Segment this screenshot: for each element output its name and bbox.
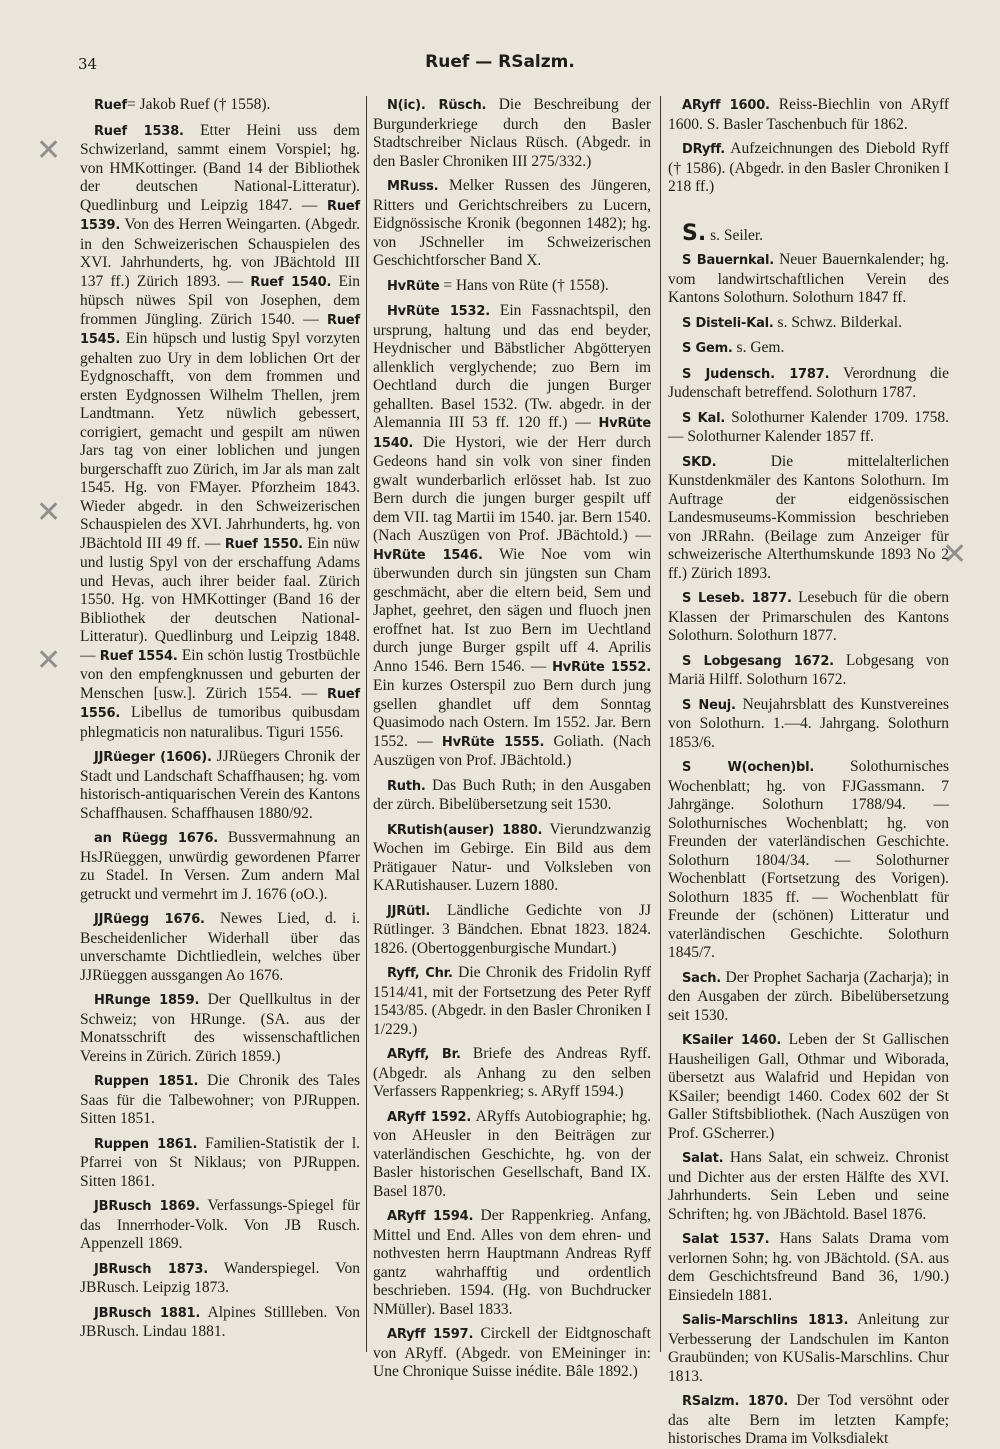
entry-text: Der Rappenkrieg. Anfang, Mittel und End. Alles von dem ehren- und nothvesten herrn Hauptmann Andreas Ryff gantz wahrhafftig und ordentlich beschrieben. 1594. (Hg. von Buchdrucker NMüller). Basel 1833. [373,1207,651,1318]
pencil-cross-mark: ✕ [942,537,968,572]
entry-text: Hans Salat, ein schweiz. Chronist und Dichter aus der ersten Hälfte des XVI. Jahrhunderts. Sein Leben und seine Schriften; hg. von JBächtold. Basel 1876. [668,1149,949,1223]
entry-text: Aufzeichnungen des Diebold Ryff († 1586). (Abgedr. in den Basler Chroniken I 218 ff.) [668,140,949,195]
entry-siglum: DRyff. [682,142,726,157]
entry-siglum: ARyff 1600. [682,98,770,113]
entry-text: Von des Herren Weingarten. (Abgedr. in den Schweizerischen Schauspielen des XVI. Jahrhunderts, hg. von JBächtold III 137 ff.) Zürich 1893. — [80,216,360,290]
entry-text: Reiss-Biechlin von ARyff 1600. S. Basler Taschenbuch für 1862. [668,96,949,133]
bibliography-entry [668,652,949,690]
entry-text: Verordnung die Judenschaft betreffend. Solothurn 1787. [668,364,949,401]
bibliography-entry [668,1311,949,1386]
entry-siglum: HvRüte 1540. [373,416,651,451]
bibliography-entry [80,96,360,116]
entry-siglum: Ruppen 1861. [94,1136,198,1152]
entry-siglum: Sach. [682,970,722,986]
column-rule [660,96,661,1352]
entry-siglum: ARyff 1592. [387,1109,472,1125]
bibliography-entry [668,1230,949,1305]
entry-siglum: ARyff, Br. [387,1047,461,1062]
bibliography-entry [80,122,360,743]
entry-text: Solothurnisches Wochenblatt; hg. von FJGassmann. 7 Jahrgänge. Solothurn 1788/94. — Solothurnisches Wochenblatt; hg. von Freunden der vaterländischen Geschichte. Solothurn 1804/34. — Solothurner Wochenblatt (Fortsetzung des Vorigen). Solothurn 1835 ff. — Wochenblatt für Freunde der (schönen) Litteratur und vaterländischen Geschichte. Solothurn 1845/7. [668,758,949,961]
bibliography-entry [668,1031,949,1143]
bibliography-entry [373,1325,651,1382]
entry-siglum: KRutish(auser) 1880. [387,822,543,838]
bibliography-entry [80,829,360,904]
entry-siglum: S Gem. [682,341,733,356]
entry-siglum: Ruef 1550. [224,536,303,552]
bibliography-entry [373,1108,651,1202]
entry-text: Lobgesang von Mariä Hilff. Solothurn 1672. [668,651,949,688]
bibliography-entry [373,96,651,171]
entry-text: Vierundzwanzig Wochen im Gebirge. Ein Bild aus dem Prätigauer Natur- und Volksleben von KARutishauser. Luzern 1880. [373,820,651,894]
bibliography-entry [668,96,949,134]
entry-siglum: Ruppen 1851. [94,1074,199,1089]
entry-siglum: S Lobgesang 1672. [682,653,834,669]
entry-text: Ein kurzes Osterspil zuo Bern durch jung gsellen ghandlet uff dem Sonntag Quasimodo nach Ostern. Im 1552. Jar. Bern 1552. — [373,677,651,750]
entry-text: Der Prophet Sacharja (Zacharja); in den Ausgaben der zürch. Bibelübersetzung seit 1530. [668,968,949,1024]
entry-siglum: HRunge 1859. [94,993,200,1008]
entry-text: Ein hüpsch nüwes Spil von Josephen, dem frommen Jüngling. Zürich 1540. — [80,272,361,328]
entry-text: Bussvermahnung an HsJRüeggen, unwürdig gewordenen Pfarrer zu Stadel. In Versen. Zum andern Mal getruckt und vermehrt im J. 1676 (oO.). [80,829,361,903]
entry-siglum: JJRüeger (1606). [94,750,212,765]
entry-text: s. Schwz. Bilderkal. [773,313,902,331]
entry-siglum: Salat. [682,1151,724,1166]
column-left [80,96,360,1352]
entry-siglum: ARyff 1594. [387,1209,474,1224]
pencil-cross-mark: ✕ [36,133,62,168]
entry-text: = Hans von Rüte († 1558). [439,276,609,294]
bibliography-entry [373,964,651,1039]
entry-text: Neuer Bauernkalender; hg. vom landwirtschaftlichen Verein des Kantons Solothurn. Solothurn 1847 ff. [668,251,949,306]
entry-siglum: Ruef 1556. [80,686,360,721]
bibliography-entry [80,1197,360,1254]
entry-siglum: N(ic). Rüsch. [387,98,487,113]
bibliography-entry [668,251,949,308]
entry-siglum: HvRüte 1552. [552,659,651,675]
bibliography-entry [668,1392,949,1449]
entry-text: Goliath. (Nach Auszügen von Prof. JBächtold.) [373,732,651,769]
entry-text: ARyffs Autobiographie; hg. von AHeusler in den Beiträgen zur vaterländischen Geschichte, hg. von der Basler historischen Gesellschaft, Band IX. Basel 1870. [373,1107,651,1200]
entry-siglum: HvRüte [387,278,440,294]
entry-siglum: Ruth. [387,778,426,794]
entry-text: Etter Heini uss dem Schwizerland, sammt einem Vorspiel; hg. von HMKottinger. (Band 14 der Bibliothek der deutschen National-Litteratur). Quedlinburg und Leipzig 1847. — [80,121,360,214]
entry-text: Neujahrsblatt des Kunstvereines von Solothurn. 1.—4. Jahrgang. Solothurn 1853/6. [668,695,949,751]
bibliography-entry [373,277,651,297]
entry-text: Familien-Statistik der l. Pfarrei von St Niklaus; von PJRuppen. Sitten 1861. [80,1134,360,1190]
entry-siglum: KSailer 1460. [682,1033,782,1048]
bibliography-entry [80,1304,360,1342]
entry-siglum: HvRüte 1555. [441,734,545,750]
entry-siglum: S Neuj. [682,697,736,713]
column-rule [366,96,367,1352]
entry-siglum: S Judensch. 1787. [682,366,830,382]
entry-siglum: Ruef [94,98,127,113]
entry-text: Anleitung zur Verbesserung der Landschulen im Kanton Graubünden; von KUSalis-Marschlins. Chur 1813. [668,1311,949,1385]
bibliography-entry [373,1207,651,1319]
entry-siglum: MRuss. [387,179,439,194]
bibliography-entry [80,1260,360,1298]
entry-siglum: Ruef 1539. [80,198,360,233]
entry-siglum: Salat 1537. [682,1232,770,1247]
entry-text: Leben der St Gallischen Hausheiligen Gall, Othmar und Wiborada, übersetzt aus Walafrid und Hepidan von KSailer; beendigt 1460. Codex 602 der St Galler Stiftsbibliothek. (Nach Auszügen von Prof. GScherrer.) [668,1031,949,1142]
entry-text: Newes Lied, d. i. Bescheidenlicher Widerhall über das unverschamte Dichtliedlein, welches über JJRüeggen aussgangen Ao 1676. [80,910,360,984]
entry-text: Hans Salats Drama vom verlornen Sohn; hg. von JBächtold. (SA. aus dem Geschichtsfreund Band 36, 1/90.) Einsiedeln 1881. [668,1230,950,1304]
entry-siglum: JBRusch 1881. [94,1305,201,1321]
entry-text: = Jakob Ruef († 1558). [126,96,271,113]
entry-text: Alpines Stillleben. Von JBRusch. Lindau 1881. [80,1303,360,1340]
entry-siglum: HvRüte 1532. [387,304,490,319]
entry-siglum: Ruef 1540. [250,274,332,290]
bibliography-entry [373,777,651,815]
bibliography-entry [80,910,360,985]
entry-siglum: HvRüte 1546. [373,547,483,563]
entry-text: Wanderspiegel. Von JBRusch. Leipzig 1873. [80,1259,360,1296]
bibliography-entry [668,758,949,963]
entry-siglum: JJRüegg 1676. [94,912,205,927]
column-middle [373,96,652,1380]
entry-text: Der Tod versöhnt oder das alte Bern im letzten Kampfe; historisches Drama im Volksdialekt [668,1392,949,1447]
running-head: Ruef — RSalzm. [425,52,575,72]
bibliography-entry [80,1135,360,1192]
entry-siglum: an Rüegg 1676. [94,831,219,846]
bibliography-entry [668,365,949,403]
entry-text: Ein hüpsch und lustig Spyl vorzyten gehalten zuo Ury in dem loblichen Ort der Eydgnoschafft, von dem frommen und ersten Eydgnossen Wilhelm Thellen, jrem Landtmann. Yetz nüwlich gebessert, corrigiert, gemacht und gespilt am nüwen Jars tag von einer loblichen und jungen burgerschafft zuo Zürich, im Jar als man zalt 1545. Hg. von FMayer. Pforzheim 1843. Wieder abgedr. in den Schweizerischen Schauspielen des XVI. Jahrhunderts, hg. von JBächtold III 49 ff. — [80,330,360,552]
entry-text: Libellus de tumoribus quibusdam phlegmaticis non naturalibus. Tiguri 1556. [80,704,360,741]
entry-text: Ein nüw und lustig Spyl von der erschaffung Adams und Hevas, auch ihrer beider faal. Zürich 1550. Hg. von HMKottinger (Band 16 der Bibliothek der deutschen National-Litteratur). Quedlinburg und Leipzig 1848. — [80,534,360,664]
entry-text: Lesebuch für die obern Klassen der Primarschulen des Kantons Solothurn. Solothurn 1877. [668,589,949,644]
entry-siglum: JBRusch 1873. [94,1261,209,1277]
entry-text: s. Seiler. [706,226,764,244]
entry-text: Die Hystori, wie der Herr durch Gedeons hand sin volk von siner finden gwalt wunderbarlich erlösset hab. Ist zuo Bern durch die jungen burger gespilt uff dem VII. tag Martii im 1540. jar. Bern 1540. (Nach Auszügen von Prof. JBächtold.) — [373,433,651,544]
bibliography-entry [373,902,651,959]
entry-text: Das Buch Ruth; in den Ausgaben der zürch. Bibelübersetzung seit 1530. [373,776,651,813]
entry-siglum: S Leseb. 1877. [682,591,792,606]
entry-text: Der Quellkultus in der Schweiz; von HRunge. (SA. aus der Monatsschrift des wissenschaftlichen Vereins in Zürich. Zürich 1859.) [80,991,360,1065]
entry-siglum: JJRütl. [387,903,431,919]
bibliography-entry [668,453,949,584]
bibliography-entry [668,314,949,334]
column-right [668,96,950,1447]
entry-text: Die Beschreibung der Burgunderkriege durch den Basler Stadtschreiber Niclaus Rüsch. (Abgedr. in den Basler Chroniken III 275/332.) [373,96,651,170]
bibliography-entry [373,302,651,771]
entry-siglum: SKD. [682,454,717,470]
bibliography-entry [668,220,949,246]
entry-siglum: Ruef 1545. [80,312,360,347]
entry-text: Ländliche Gedichte von JJ Rütlinger. 3 Bändchen. Ebnat 1823. 1824. 1826. (Obertoggenburgische Mundart.) [373,901,651,957]
bibliography-entry [373,1045,651,1102]
page-number: 34 [78,55,98,73]
bibliography-entry [80,1072,360,1129]
entry-siglum: JBRusch 1869. [94,1199,200,1214]
entry-text: JJRüegers Chronik der Stadt und Landschaft Schaffhausen; hg. vom historisch-antiquarischen Verein des Kantons Schaffhausen. Schaffhausen 1880/92. [80,748,361,822]
section-letter: S. [682,220,707,246]
section-gap [668,203,949,225]
entry-siglum: S W(ochen)bl. [682,760,815,775]
entry-text: Die Chronik des Fridolin Ryff 1514/41, mit der Fortsetzung des Peter Ryff 1543/85. (Abgedr. in den Basler Chroniken I 1/229.) [373,964,651,1038]
entry-siglum: S Bauernkal. [682,253,774,268]
bibliography-entry [668,969,949,1026]
entry-text: Briefe des Andreas Ryff. (Abgedr. als Anhang zu den selben Verfassers Rappenkrieg; s. ARyff 1594.) [373,1045,651,1100]
bibliography-entry [668,589,949,646]
entry-siglum: Ruef 1554. [99,648,178,664]
pencil-cross-mark: ✕ [36,495,62,530]
bibliography-entry [668,1149,949,1224]
entry-text: Ein Fassnachtspil, den ursprung, haltung und das end beyder, Heydnischer und Bäbstlicher Abgötteryen allenklich verglychende; zuo Bern im Oechtland durch die jungen Burger gehallten. Basel 1532. (Tw. abgedr. in der Alemannia III 53 ff. 120 ff.) — [373,302,651,431]
entry-siglum: Salis-Marschlins 1813. [682,1313,849,1328]
entry-text: Wie Noe vom win überwunden durch sin jüngsten sun Cham geschmächt, aber die eltern beid, Sem und Japhet, geehret, den sägen und fluoch jnen eroffnet hat. Ist zuo Bern im Uechtland durch junge Burger gspilt uff 4. Aprilis Anno 1546. Bern 1546. — [373,545,652,675]
entry-siglum: Ruef 1538. [94,123,184,139]
entry-text: s. Gem. [732,339,785,356]
entry-siglum: S Kal. [682,410,726,426]
entry-siglum: S Disteli-Kal. [682,315,774,331]
bibliography-entry [668,140,949,197]
bibliography-entry [668,409,949,447]
bibliography-entry [668,696,949,753]
entry-siglum: ARyff 1597. [387,1327,474,1342]
pencil-cross-mark: ✕ [36,643,62,678]
bibliography-entry [373,821,651,896]
bibliography-entry [80,748,360,823]
entry-text: Circkell der Eidtgnoschaft von ARyff. (Abgedr. von EMeininger in: Une Chronique Suisse inédite. Bâle 1892.) [373,1325,651,1380]
entry-siglum: Ryff, Chr. [387,966,453,981]
entry-text: Ein schön lustig Trostbüchle von den empfengknussen und geburten der Menschen [usw.]. Zürich 1554. — [80,646,360,702]
entry-text: Die mittelalterlichen Kunstdenkmäler des Kantons Solothurn. Im Auftrage der eidgenössischen Landesmuseums-Kommission beschrieben von JRRahn. (Beilage zum Anzeiger für schweizerische Alterthumskunde 1893 No 2 ff.) Zürich 1893. [668,452,949,582]
entry-text: Verfassungs-Spiegel für das Innerrhoder-Volk. Von JB Rusch. Appenzell 1869. [80,1197,360,1252]
bibliography-entry [373,177,651,271]
bibliography-entry [80,991,360,1066]
entry-text: Die Chronik des Tales Saas für die Talbewohner; von PJRuppen. Sitten 1851. [80,1072,360,1127]
entry-siglum: RSalzm. 1870. [682,1394,789,1409]
entry-text: Melker Russen des Jüngeren, Ritters und Gerichtschreibers zu Lucern, Eidgnössische Kronik (begonnen 1482); hg. von JSchneller im Schweizerischen Geschichtforscher Band X. [373,177,651,269]
bibliography-entry [668,339,949,359]
entry-text: Solothurner Kalender 1709. 1758. — Solothurner Kalender 1857 ff. [668,408,949,445]
